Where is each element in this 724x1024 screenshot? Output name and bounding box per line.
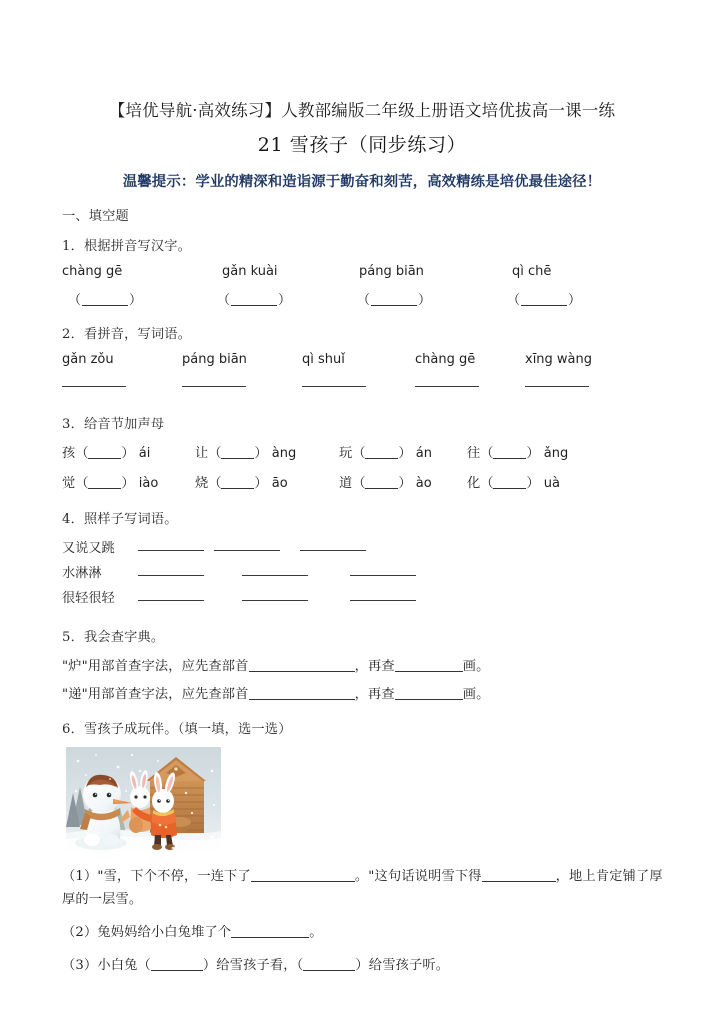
question-6-sub-2 [62,921,670,944]
question-1-pinyin-row [62,264,670,284]
question-1-heading: 1．根据拼音写汉字。 [62,239,192,254]
pinyin-item: chàng gē [62,264,123,279]
pinyin-final: án [415,446,432,461]
question-1-answer-row [62,289,670,311]
pinyin-item: qì chē [512,264,552,279]
blank-underline[interactable] [493,477,526,489]
blank-underline[interactable] [415,386,479,387]
blank-underline[interactable] [303,959,355,971]
pinyin-item: chàng gē [415,352,476,367]
blank-underline[interactable] [482,869,556,882]
sub2-text-b: 。 [309,925,323,941]
blank-underline[interactable] [138,575,204,576]
blank-underline[interactable] [302,386,366,387]
worksheet-body [62,205,670,987]
answer-blank[interactable]: （ ） [507,293,582,308]
sub1-text-b: 。"这句话说明雪下得 [354,869,482,884]
blank-underline[interactable] [395,687,463,700]
blank-underline[interactable] [231,294,277,306]
blank-underline[interactable] [521,294,567,306]
blank-underline[interactable] [214,550,280,551]
blank-underline[interactable] [182,386,246,387]
blank-underline[interactable] [493,447,526,459]
dict-middle: ，再查 [354,659,395,674]
blank-underline[interactable] [365,477,398,489]
sub3-text-b: ）给雪孩子看，（ [202,958,304,974]
question-4-heading: 4．照样子写词语。 [62,512,178,527]
snowman-and-rabbits-illustration [66,747,221,853]
blank-underline[interactable] [138,600,204,601]
blank-underline[interactable] [249,659,355,672]
blank-underline[interactable] [151,959,203,971]
question-3-row-1 [62,442,670,466]
blank-underline[interactable] [231,925,309,938]
page-title: 【培优导航·高效练习】人教部编版二年级上册语文培优拔高一课一练 [108,101,616,120]
blank-underline[interactable] [88,477,121,489]
sub2-text-a: （2）兔妈妈给小白兔堆了个 [62,925,232,941]
blank-underline[interactable] [350,575,416,576]
question-6-sub-1 [62,865,670,911]
pinyin-final: iào [138,476,159,491]
blank-underline[interactable] [300,550,366,551]
sub3-text-a: （3）小白兔（ [62,958,151,974]
pinyin-final: āo [271,476,288,491]
blank-underline[interactable] [82,294,128,306]
sample-word: 很轻很轻 [62,591,115,606]
blank-underline[interactable] [138,550,204,551]
blank-underline[interactable] [62,386,126,387]
blank-underline[interactable] [221,447,254,459]
tone-item[interactable]: 让（ ） àng [195,446,297,461]
question-3-heading: 3．给音节加声母 [62,417,165,432]
sub1-text-c: ，地上肯定铺了厚厚的一层雪。 [62,869,663,908]
answer-blank[interactable]: （ ） [217,293,292,308]
dict-prefix: "炉"用部首查字法，应先查部首 [62,659,249,674]
pinyin-item: páng biān [182,352,247,367]
pinyin-item: páng biān [359,264,424,279]
question-5-row-1 [62,655,670,674]
sample-word: 又说又跳 [62,541,115,556]
pinyin-final: àng [271,446,297,461]
question-4-row-2 [62,562,670,587]
blank-underline[interactable] [242,575,308,576]
blank-underline[interactable] [350,600,416,601]
dict-suffix: 画。 [462,659,490,674]
question-6-heading: 6．雪孩子成玩伴。（填一填，选一选） [62,722,292,737]
blank-underline[interactable] [88,447,121,459]
question-2-answer-row [62,377,670,397]
sub3-text-c: ）给雪孩子听。 [355,958,450,974]
blank-underline[interactable] [395,659,463,672]
question-4-row-3 [62,587,670,612]
section-heading-one: 一、填空题 [62,209,129,224]
sub1-text-a: （1）"雪，下个不停，一连下了 [62,869,251,884]
question-2-pinyin-row [62,352,670,372]
dict-middle: ，再查 [354,687,395,702]
tone-item[interactable]: 觉（ ） iào [62,476,159,491]
sample-word: 水淋淋 [62,566,102,581]
blank-underline[interactable] [251,869,355,882]
pinyin-item: xīng wàng [525,352,593,367]
question-3-row-2 [62,472,670,496]
tone-item[interactable]: 玩（ ） án [339,446,432,461]
illustration-svg [66,747,221,853]
blank-underline[interactable] [525,386,589,387]
blank-underline[interactable] [371,294,417,306]
dict-prefix: "递"用部首查字法，应先查部首 [62,687,249,702]
dict-suffix: 画。 [462,687,490,702]
tip-banner: 温馨提示：学业的精深和造诣源于勤奋和刻苦，高效精练是培优最佳途径！ [122,174,602,190]
pinyin-final: ào [415,476,432,491]
blank-underline[interactable] [221,477,254,489]
question-5-row-2 [62,683,670,702]
pinyin-item: gǎn zǒu [62,352,114,367]
pinyin-final: ǎng [543,446,569,461]
tone-item[interactable]: 孩（ ） ái [62,446,151,461]
answer-blank[interactable]: （ ） [357,293,432,308]
question-2-heading: 2．看拼音，写词语。 [62,327,192,342]
pinyin-item: gǎn kuài [222,264,278,279]
tone-item[interactable]: 烧（ ） āo [195,476,288,491]
page-subtitle: 21 雪孩子（同步练习） [257,134,467,156]
blank-underline[interactable] [249,687,355,700]
pinyin-final: uà [543,476,560,491]
question-5-heading: 5．我会查字典。 [62,630,165,645]
blank-underline[interactable] [242,600,308,601]
answer-blank[interactable]: （ ） [68,293,143,308]
pinyin-final: ái [138,446,151,461]
blank-underline[interactable] [365,447,398,459]
tone-item[interactable]: 化（ ） uà [467,476,560,491]
tone-item[interactable]: 往（ ） ǎng [467,446,569,461]
tone-item[interactable]: 道（ ） ào [339,476,432,491]
question-6-sub-3 [62,954,670,977]
pinyin-item: qì shuǐ [302,352,345,367]
question-4-row-1 [62,537,670,562]
